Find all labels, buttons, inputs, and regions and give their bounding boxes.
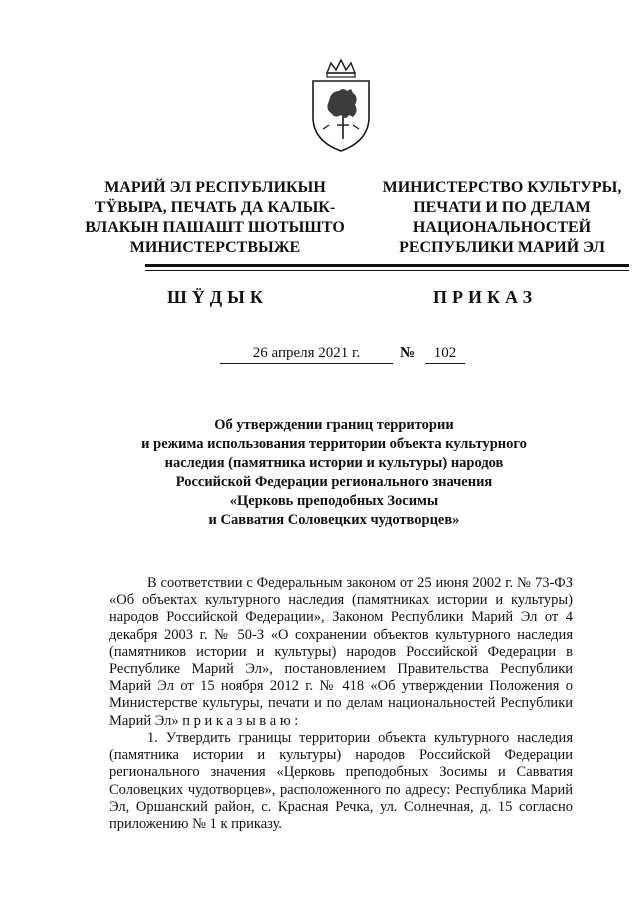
- header-divider-thick: [145, 264, 629, 267]
- order-number-label: №: [400, 345, 416, 361]
- doc-type-mari: ШŸДЫК: [167, 287, 268, 307]
- order-number: 102: [425, 345, 465, 364]
- header-divider-thin: [145, 270, 629, 271]
- coat-of-arms-icon: [299, 55, 383, 157]
- ministry-name-mari: МАРИЙ ЭЛ РЕСПУБЛИКЫН ТŸВЫРА, ПЕЧАТЬ ДА КАЛЫК- ВЛАКЫН ПАШАШТ ШОТЫШТО МИНИСТЕРСТВЫЖЕ: [85, 179, 345, 256]
- document-title: Об утверждении границ территории и режима использования территории объекта культурного наследия (памятника истории и культуры) народов Российской Федерации регионального значения «Церковь преподобных Зосимы и Савватия Соловецких чудотворцев»: [141, 417, 527, 528]
- body-paragraph-2: 1. Утвердить границы территории объекта культурного наследия (памятника истории и культуры) народов Российской Федерации регионального значения «Церковь преподобных Зосимы и Савватия Соловецких чудотворцев», расположенного по адресу: Республика Марий Эл, Оршанский район, с. Красная Речка, ул. Солнечная, д. 15 согласно приложению № 1 к приказу.: [109, 730, 573, 833]
- order-date: 26 апреля 2021 г.: [220, 345, 393, 364]
- doc-type-russian: ПРИКАЗ: [433, 287, 538, 307]
- ministry-name-russian: МИНИСТЕРСТВО КУЛЬТУРЫ, ПЕЧАТИ И ПО ДЕЛАМ НАЦИОНАЛЬНОСТЕЙ РЕСПУБЛИКИ МАРИЙ ЭЛ: [382, 179, 622, 256]
- body-paragraph-1: В соответствии с Федеральным законом от 25 июня 2002 г. № 73-ФЗ «Об объектах культурного наследия (памятниках истории и культуры) народов Российской Федерации», Законом Республики Марий Эл от 4 декабря 2003 г. № 50-З «О сохранении объектов культурного наследия (памятников истории и культуры) народов Российской Федерации в Республике Марий Эл», постановлением Правительства Республики Марий Эл от 15 ноября 2012 г. № 418 «Об утверждении Положения о Министерстве культуры, печати и по делам национальностей Республики Марий Эл» п р и к а з ы в а ю :: [109, 575, 573, 729]
